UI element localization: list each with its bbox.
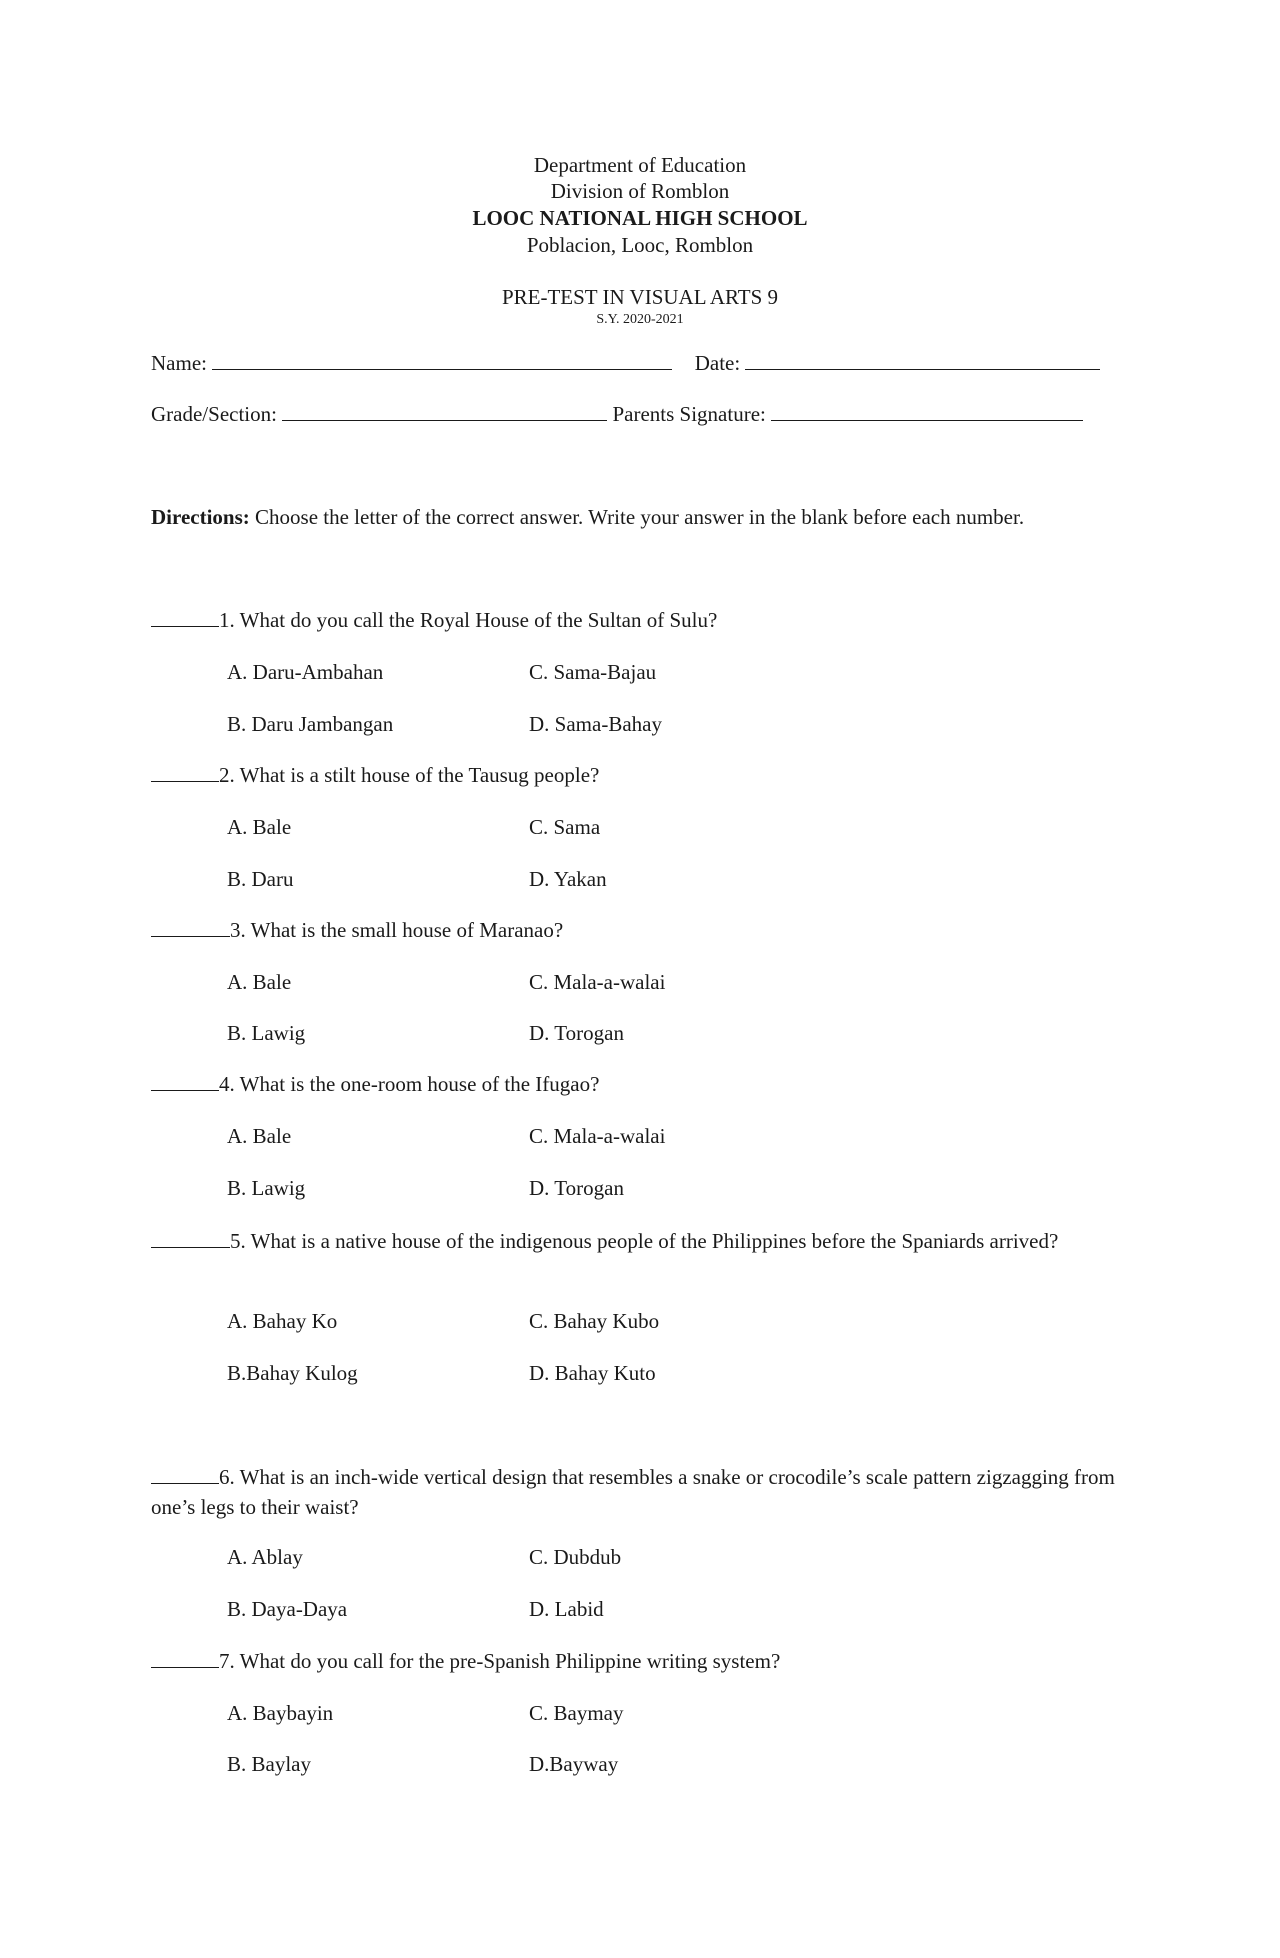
question-text: What do you call for the pre-Spanish Philippine writing system? — [239, 1649, 781, 1673]
question-number: 6. — [219, 1465, 235, 1489]
option-b: B. Daru Jambangan — [227, 712, 394, 736]
question-1 — [151, 607, 1131, 633]
school-year: S.Y. 2020-2021 — [596, 312, 684, 327]
grade-parents-row — [151, 401, 1083, 427]
option-c: C. Baymay — [529, 1701, 624, 1725]
directions-text: Choose the letter of the correct answer. Write your answer in the blank before each number. — [255, 505, 1025, 529]
answer-blank[interactable] — [151, 763, 219, 782]
name-date-row — [151, 350, 1100, 376]
name-field[interactable] — [212, 351, 672, 370]
option-a: A. Bale — [227, 1124, 292, 1148]
parents-signature-label: Parents Signature: — [612, 402, 766, 426]
answer-blank[interactable] — [151, 1072, 219, 1091]
date-label: Date: — [694, 351, 741, 375]
question-5 — [151, 1226, 1131, 1256]
option-d: D. Bahay Kuto — [529, 1361, 656, 1385]
option-b: B. Daya-Daya — [227, 1597, 348, 1621]
option-b: B. Lawig — [227, 1021, 306, 1045]
question-number: 5. — [230, 1229, 246, 1253]
answer-blank[interactable] — [151, 1465, 219, 1484]
question-number: 4. — [219, 1072, 235, 1096]
question-2 — [151, 762, 1131, 788]
parents-signature-field[interactable] — [771, 402, 1083, 421]
answer-blank[interactable] — [151, 1649, 219, 1668]
test-title: PRE-TEST IN VISUAL ARTS 9 — [501, 285, 779, 309]
question-number: 7. — [219, 1649, 235, 1673]
option-d: D. Torogan — [529, 1176, 624, 1200]
date-field[interactable] — [745, 351, 1100, 370]
option-b: B. Daru — [227, 867, 294, 891]
option-a: A. Bale — [227, 970, 292, 994]
option-a: A. Daru-Ambahan — [227, 660, 384, 684]
question-text: What is a stilt house of the Tausug people? — [239, 763, 600, 787]
option-d: D. Sama-Bahay — [529, 712, 662, 736]
option-a: A. Bahay Ko — [227, 1309, 338, 1333]
name-label: Name: — [151, 351, 207, 375]
question-number: 2. — [219, 763, 235, 787]
option-a: A. Ablay — [227, 1545, 303, 1569]
option-b: B. Baylay — [227, 1752, 311, 1776]
question-3 — [151, 917, 1131, 943]
answer-blank[interactable] — [151, 918, 230, 937]
option-c: C. Bahay Kubo — [529, 1309, 660, 1333]
grade-section-label: Grade/Section: — [151, 402, 277, 426]
question-text: What is the small house of Maranao? — [250, 918, 564, 942]
question-number: 1. — [219, 608, 235, 632]
division-heading: Division of Romblon — [550, 179, 730, 203]
question-text: What is the one-room house of the Ifugao? — [239, 1072, 600, 1096]
question-text: What do you call the Royal House of the Sultan of Sulu? — [239, 608, 718, 632]
option-c: C. Mala-a-walai — [529, 1124, 666, 1148]
department-heading: Department of Education — [533, 153, 747, 177]
directions — [151, 504, 1024, 530]
option-c: C. Sama-Bajau — [529, 660, 657, 684]
option-d: D. Torogan — [529, 1021, 624, 1045]
question-7 — [151, 1648, 1131, 1674]
school-address: Poblacion, Looc, Romblon — [526, 233, 754, 257]
answer-blank[interactable] — [151, 1229, 230, 1248]
option-a: A. Baybayin — [227, 1701, 334, 1725]
directions-label: Directions: — [151, 505, 250, 529]
option-b: B. Lawig — [227, 1176, 306, 1200]
question-text: What is an inch-wide vertical design that resembles a snake or crocodile’s scale pattern zigzagging from one’s legs to their waist? — [151, 1465, 1115, 1519]
option-d: D.Bayway — [529, 1752, 619, 1776]
question-4 — [151, 1071, 1131, 1097]
question-number: 3. — [230, 918, 246, 942]
question-6 — [151, 1462, 1131, 1522]
option-d: D. Labid — [529, 1597, 604, 1621]
grade-section-field[interactable] — [282, 402, 607, 421]
question-text: What is a native house of the indigenous people of the Philippines before the Spaniards arrived? — [250, 1229, 1059, 1253]
option-c: C. Sama — [529, 815, 601, 839]
school-name: LOOC NATIONAL HIGH SCHOOL — [472, 206, 808, 230]
option-b: B.Bahay Kulog — [227, 1361, 358, 1385]
answer-blank[interactable] — [151, 608, 219, 627]
option-a: A. Bale — [227, 815, 292, 839]
option-d: D. Yakan — [529, 867, 607, 891]
option-c: C. Dubdub — [529, 1545, 622, 1569]
option-c: C. Mala-a-walai — [529, 970, 666, 994]
